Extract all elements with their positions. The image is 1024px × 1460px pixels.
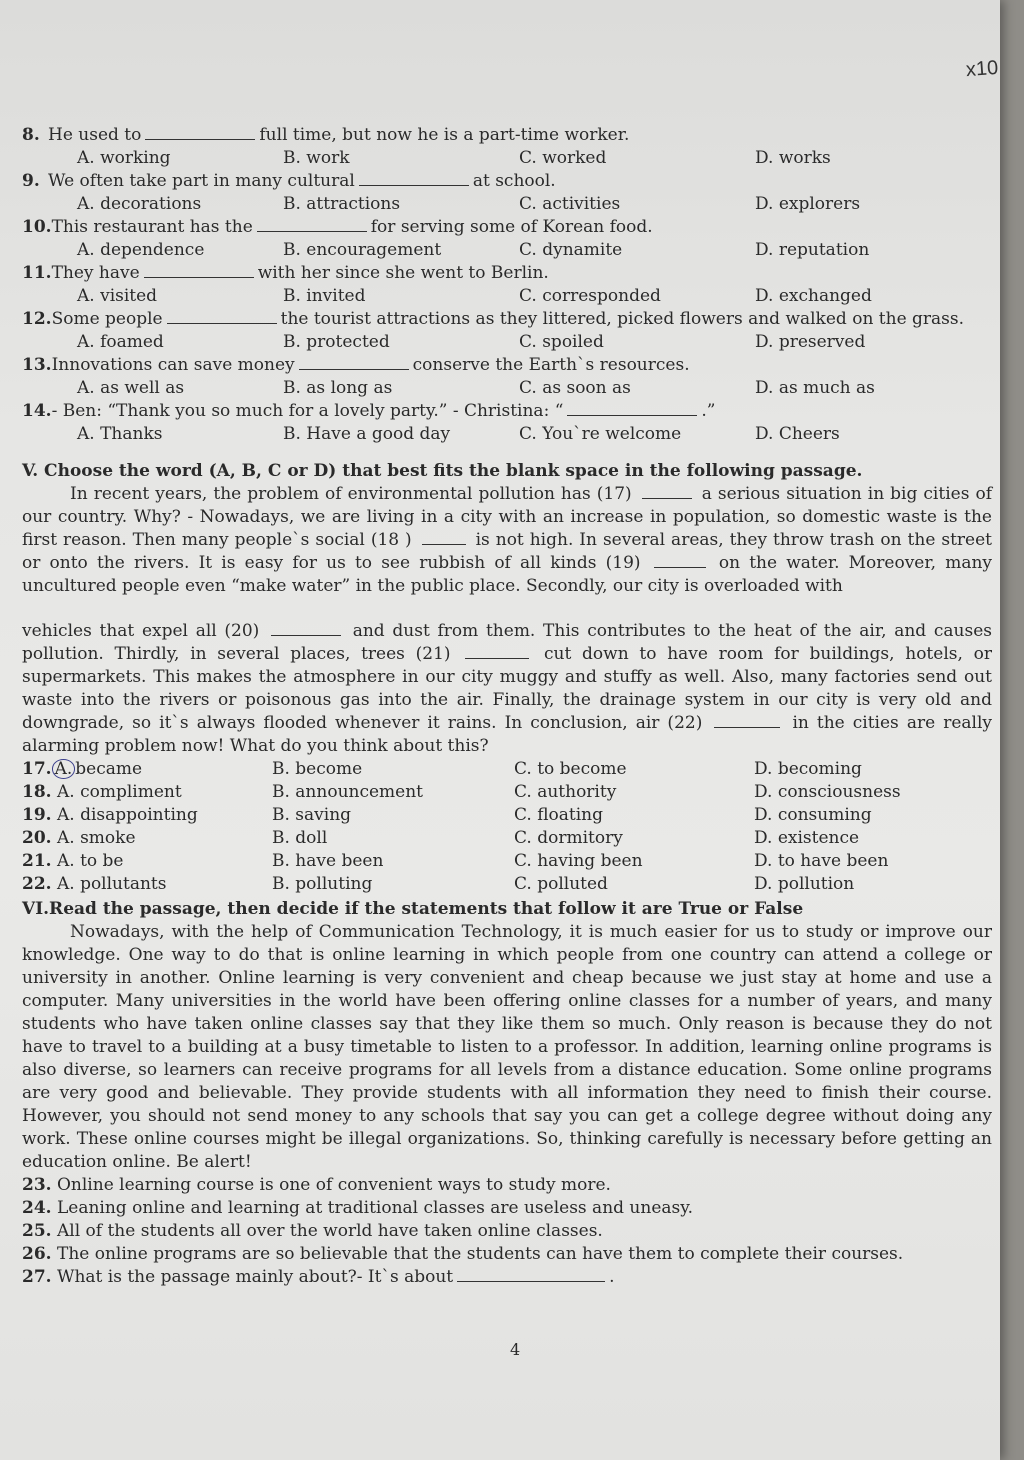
question-number: 19. xyxy=(22,805,52,825)
answer-option: B. become xyxy=(272,759,363,779)
question-number: 17. xyxy=(22,759,52,779)
options-row xyxy=(22,193,992,216)
question-text-after: at school. xyxy=(472,171,556,191)
question-text-before: - Ben: “Thank you so much for a lovely party.” - Christina: “ xyxy=(51,401,564,421)
answer-option: C. floating xyxy=(514,805,604,825)
answer-row xyxy=(22,827,992,850)
answer-option: A. visited xyxy=(77,286,158,306)
question-row xyxy=(22,400,992,423)
answer-option: D. consuming xyxy=(754,805,872,825)
answer-blank xyxy=(167,309,277,324)
answer-option-a-text: A. pollutants xyxy=(56,874,167,894)
answer-option-a xyxy=(22,781,272,804)
answer-option: D. to have been xyxy=(754,851,889,871)
answer-option-a xyxy=(22,804,272,827)
answer-row xyxy=(22,804,992,827)
question-text-after: conserve the Earth`s resources. xyxy=(412,355,690,375)
answer-option: D. pollution xyxy=(754,874,855,894)
answer-blank xyxy=(359,171,469,186)
answer-option-a-text: A. compliment xyxy=(56,782,182,802)
answer-option: C. polluted xyxy=(514,874,608,894)
question-text-before: Innovations can save money xyxy=(51,355,295,375)
question-row xyxy=(22,308,992,331)
answer-option: A. decorations xyxy=(77,194,202,214)
statement-number: 27. xyxy=(22,1267,52,1287)
answer-option: B. polluting xyxy=(272,874,373,894)
answer-option: C. authority xyxy=(514,782,617,802)
answer-option: D. preserved xyxy=(755,332,866,352)
question-text-after: for serving some of Korean food. xyxy=(370,217,653,237)
question-text-after: with her since she went to Berlin. xyxy=(257,263,549,283)
answer-option: A. Thanks xyxy=(77,424,163,444)
question-number: 10. xyxy=(22,217,52,237)
statement-row xyxy=(22,1266,992,1289)
answer-option: B. encouragement xyxy=(283,240,442,260)
answer-row xyxy=(22,781,992,804)
part5-title: V. Choose the word (A, B, C or D) that best fits the blank space in the following passage. xyxy=(22,461,863,481)
answer-option-a xyxy=(22,850,272,873)
answer-option: C. You`re welcome xyxy=(519,424,682,444)
answer-option: D. as much as xyxy=(755,378,875,398)
answer-option: C. as soon as xyxy=(519,378,631,398)
answer-option: C. corresponded xyxy=(519,286,661,306)
question-number: 11. xyxy=(22,263,52,283)
answer-blank xyxy=(457,1267,605,1282)
question-text-after: full time, but now he is a part-time worker. xyxy=(259,125,630,145)
question-number: 20. xyxy=(22,828,52,848)
question-row xyxy=(22,170,992,193)
paragraph-gap xyxy=(22,598,992,620)
blank-19 xyxy=(654,553,706,568)
question-text-before: He used to xyxy=(48,125,142,145)
options-row xyxy=(22,147,992,170)
answer-option-a xyxy=(22,758,272,781)
options-row xyxy=(22,377,992,400)
question-text-before: We often take part in many cultural xyxy=(48,171,355,191)
answer-option: A. working xyxy=(77,148,171,168)
question-row xyxy=(22,124,992,147)
options-row xyxy=(22,331,992,354)
statement-number: 25. xyxy=(22,1221,52,1241)
question-text-before: This restaurant has the xyxy=(51,217,253,237)
statement-number: 24. xyxy=(22,1198,52,1218)
answer-option: B. doll xyxy=(272,828,328,848)
statement-row xyxy=(22,1174,992,1197)
question-number: 8. xyxy=(22,125,40,145)
answer-option: A. as well as xyxy=(77,378,185,398)
answer-option: B. have been xyxy=(272,851,384,871)
statement-row xyxy=(22,1243,992,1266)
page-content xyxy=(22,124,992,1289)
answer-blank xyxy=(144,263,254,278)
part6-passage: Nowadays, with the help of Communication Technology, it is much easier for us to study or improve our knowledge. One way to do that is online learning in which people from one country can attend a college or university in another. Online learning is very convenient and cheap because we just stay at home and use a computer. Many universities in the world have been offering online classes for a number of years, and many students who have taken online classes say that they like them so much. Only reason is because they do not have to travel to a building at a busy timetable to listen to a professor. In addition, learning online programs is also diverse, so learners can receive programs for all levels from a distance education. Some online programs are very good and believable. They provide students with all information they need to finish their course. However, you should not send money to any schools that say you can get a college degree without doing any work. These online courses might be illegal organizations. So, thinking carefully is necessary before getting an education online. Be alert! xyxy=(22,922,992,1172)
question-text-before: They have xyxy=(51,263,140,283)
answer-blank xyxy=(257,217,367,232)
blank-17 xyxy=(642,484,692,499)
part5-paragraph-1: In recent years, the problem of environmental pollution has (17) a serious situation in big cities of our country. Why? - Nowadays, we are living in a city with an increase in population, so domestic waste is the first reason. Then many people`s social (18 ) is not high. In several areas, they throw trash on the street or onto the rivers. It is easy for us to see rubbish of all kinds (19) on the water. Moreover, many uncultured people even “make water” in the public place. Secondly, our city is overloaded with xyxy=(22,484,993,596)
statement-row xyxy=(22,1197,992,1220)
answer-option-a-text: A. disappointing xyxy=(56,805,198,825)
answer-option: B. invited xyxy=(283,286,366,306)
answer-option: D. works xyxy=(755,148,831,168)
statement-row xyxy=(22,1220,992,1243)
question-number: 21. xyxy=(22,851,52,871)
question-number: 22. xyxy=(22,874,52,894)
part6-title: VI.Read the passage, then decide if the statements that follow it are True or False xyxy=(22,899,804,919)
blank-20 xyxy=(271,621,341,636)
answer-option: B. Have a good day xyxy=(283,424,451,444)
answer-row xyxy=(22,758,992,781)
answer-blank xyxy=(299,355,409,370)
answer-option: C. dormitory xyxy=(514,828,623,848)
answer-option: C. activities xyxy=(519,194,621,214)
question-number: 12. xyxy=(22,309,52,329)
statement-text: All of the students all over the world have taken online classes. xyxy=(56,1221,603,1241)
answer-blank xyxy=(145,125,255,140)
answer-option: D. reputation xyxy=(755,240,870,260)
statement-text: The online programs are so believable that the students can have them to complete their courses. xyxy=(56,1244,904,1264)
answer-option: D. consciousness xyxy=(754,782,901,802)
corner-mark: x10 xyxy=(964,56,999,82)
answer-option: D. Cheers xyxy=(755,424,840,444)
part5-answers xyxy=(22,758,992,896)
answer-option: C. worked xyxy=(519,148,607,168)
part4-questions xyxy=(22,124,992,446)
page-number: 4 xyxy=(510,1340,521,1359)
question-row xyxy=(22,262,992,285)
part5-paragraph-2: vehicles that expel all (20) and dust from them. This contributes to the heat of the air, and causes pollution. Thirdly, in several places, trees (21) cut down to have room for buildings, hotels, or supermarkets. This makes the atmosphere in our city muggy and stuffy as well. Also, many factories send out waste into the rivers or poisonous gas into the air. Finally, the drainage system in our city is very old and downgrade, so it`s always flooded whenever it rains. In conclusion, air (22) in the cities are really alarming problem now! What do you think about this? xyxy=(22,621,992,756)
statement-text: Leaning online and learning at traditional classes are useless and uneasy. xyxy=(56,1198,693,1218)
answer-option: A. dependence xyxy=(77,240,205,260)
answer-option: C. having been xyxy=(514,851,643,871)
answer-option: C. to become xyxy=(514,759,627,779)
blank-22 xyxy=(714,713,780,728)
question-text-after: .” xyxy=(701,401,716,421)
answer-option-a-text: A. to be xyxy=(56,851,124,871)
answer-option: A. foamed xyxy=(77,332,164,352)
question-number: 14. xyxy=(22,401,52,421)
answer-option: C. dynamite xyxy=(519,240,623,260)
answer-option: D. explorers xyxy=(755,194,861,214)
statement-text: What is the passage mainly about?- It`s about xyxy=(56,1267,454,1287)
question-text-before: Some people xyxy=(51,309,163,329)
circled-answer-a: A. xyxy=(52,759,76,779)
statement-number: 23. xyxy=(22,1175,52,1195)
answer-blank xyxy=(567,401,697,416)
answer-option-a-text: became xyxy=(75,759,143,779)
answer-option-a-text: A. smoke xyxy=(56,828,136,848)
question-number: 13. xyxy=(22,355,52,375)
part6-statements xyxy=(22,1174,992,1289)
answer-option: B. saving xyxy=(272,805,352,825)
answer-option: B. work xyxy=(283,148,350,168)
statement-suffix: . xyxy=(609,1267,615,1287)
statement-number: 26. xyxy=(22,1244,52,1264)
answer-option: D. existence xyxy=(754,828,860,848)
answer-option: C. spoiled xyxy=(519,332,604,352)
answer-option: D. exchanged xyxy=(755,286,872,306)
answer-option: B. attractions xyxy=(283,194,401,214)
options-row xyxy=(22,285,992,308)
answer-option-a xyxy=(22,873,272,896)
question-row xyxy=(22,216,992,239)
blank-18 xyxy=(422,530,466,545)
answer-option: B. announcement xyxy=(272,782,424,802)
answer-option: B. as long as xyxy=(283,378,393,398)
question-row xyxy=(22,354,992,377)
answer-option-a xyxy=(22,827,272,850)
question-text-after: the tourist attractions as they littered, picked flowers and walked on the grass. xyxy=(280,309,965,329)
question-number: 9. xyxy=(22,171,40,191)
statement-text: Online learning course is one of convenient ways to study more. xyxy=(56,1175,611,1195)
options-row xyxy=(22,423,992,446)
answer-row xyxy=(22,850,992,873)
question-number: 18. xyxy=(22,782,52,802)
answer-option: D. becoming xyxy=(754,759,862,779)
options-row xyxy=(22,239,992,262)
answer-row xyxy=(22,873,992,896)
blank-21 xyxy=(465,644,529,659)
answer-option: B. protected xyxy=(283,332,390,352)
